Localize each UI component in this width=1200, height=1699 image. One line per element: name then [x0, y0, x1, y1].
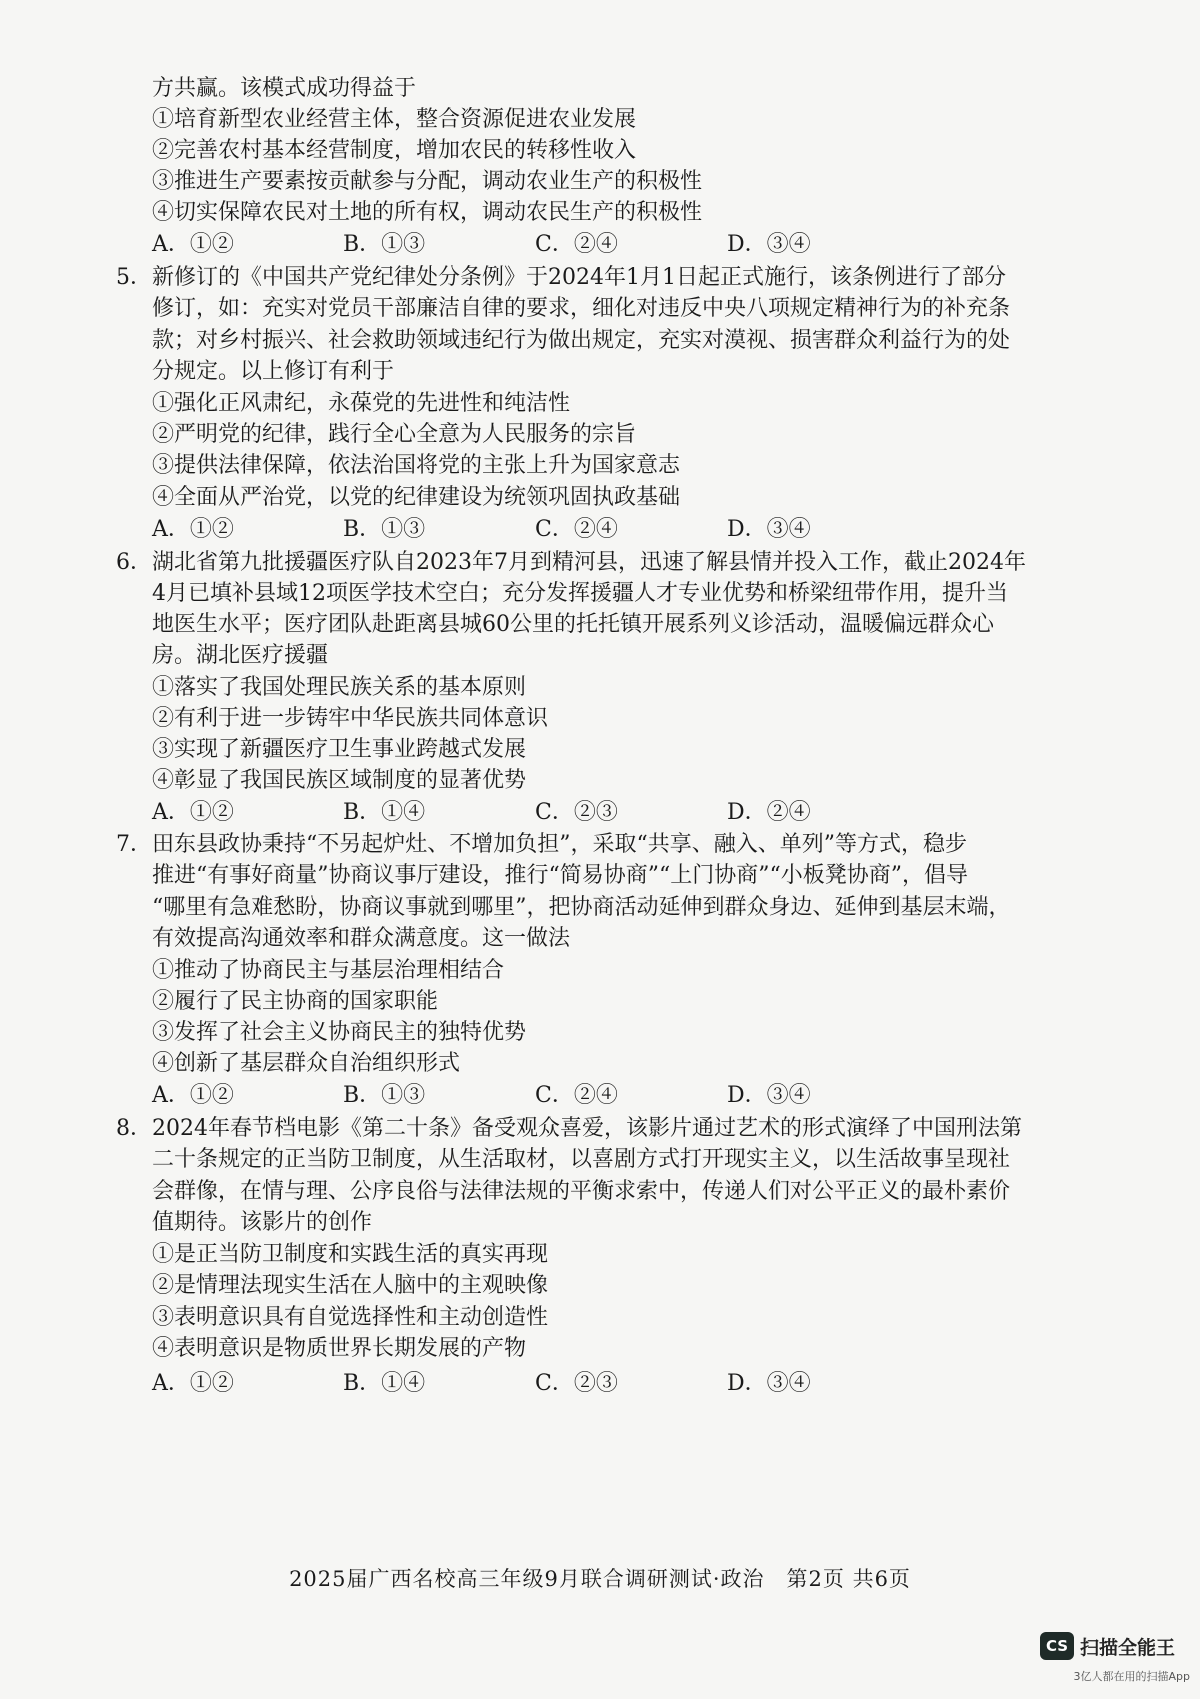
option-statement: ②有利于进一步铸牢中华民族共同体意识 — [152, 706, 549, 731]
choice-a: A．①② — [152, 517, 234, 542]
choice-c: C．②④ — [535, 232, 618, 257]
question-number: 6． — [116, 550, 152, 575]
choice-d: D．③④ — [727, 517, 811, 542]
option-statement: ②履行了民主协商的国家职能 — [152, 989, 439, 1014]
choice-b: B．①③ — [343, 232, 426, 257]
scanner-watermark — [1040, 1632, 1190, 1692]
question-number: 8． — [116, 1116, 152, 1141]
question-text-line: 修订，如：充实对党员干部廉洁自律的要求，细化对违反中央八项规定精神行为的补充条 — [152, 296, 1011, 321]
choice-b: B．①④ — [343, 1371, 426, 1396]
option-statement: ②完善农村基本经营制度，增加农民的转移性收入 — [152, 138, 637, 163]
question-text-line: 田东县政协秉持“不另起炉灶、不增加负担”，采取“共享、融入、单列”等方式，稳步 — [152, 832, 967, 857]
option-statement: ①落实了我国处理民族关系的基本原则 — [152, 675, 527, 700]
choice-a: A．①② — [152, 1371, 234, 1396]
choice-a: A．①② — [152, 1083, 234, 1108]
question-text-line: 4月已填补县域12项医学技术空白；充分发挥援疆人才专业优势和桥梁纽带作用，提升当 — [152, 581, 1008, 606]
choice-c: C．②③ — [535, 800, 618, 825]
option-statement: ④创新了基层群众自治组织形式 — [152, 1051, 461, 1076]
choice-d: D．②④ — [727, 800, 811, 825]
scanner-logo-icon: CS — [1040, 1632, 1074, 1660]
option-statement: ③表明意识具有自觉选择性和主动创造性 — [152, 1305, 549, 1330]
option-statement: ①强化正风肃纪，永葆党的先进性和纯洁性 — [152, 391, 571, 416]
option-statement: ①是正当防卫制度和实践生活的真实再现 — [152, 1242, 549, 1267]
question-text-line: 房。湖北医疗援疆 — [152, 643, 329, 668]
option-statement: ②是情理法现实生活在人脑中的主观映像 — [152, 1273, 549, 1298]
option-statement: ①推动了协商民主与基层治理相结合 — [152, 958, 505, 983]
page-footer: 2025届广西名校高三年级9月联合调研测试·政治 第2页 共6页 — [289, 1567, 911, 1591]
option-statement: ③提供法律保障，依法治国将党的主张上升为国家意志 — [152, 453, 681, 478]
question-text-line: 有效提高沟通效率和群众满意度。这一做法 — [152, 926, 571, 951]
option-statement: ④全面从严治党，以党的纪律建设为统领巩固执政基础 — [152, 485, 681, 510]
scanner-tagline: 3亿人都在用的扫描App — [1073, 1670, 1190, 1683]
option-statement: ④表明意识是物质世界长期发展的产物 — [152, 1336, 527, 1361]
question-number: 7． — [116, 832, 152, 857]
choice-d: D．③④ — [727, 232, 811, 257]
option-statement: ①培育新型农业经营主体，整合资源促进农业发展 — [152, 107, 637, 132]
option-statement: ③实现了新疆医疗卫生事业跨越式发展 — [152, 737, 527, 762]
question-number: 5． — [116, 265, 152, 290]
option-statement: ④彰显了我国民族区域制度的显著优势 — [152, 768, 527, 793]
question-text-line: 值期待。该影片的创作 — [152, 1210, 373, 1235]
question-text-line: 湖北省第九批援疆医疗队自2023年7月到精河县，迅速了解县情并投入工作，截止2024年 — [152, 550, 1026, 575]
question-text-line: 款；对乡村振兴、社会救助领域违纪行为做出规定，充实对漠视、损害群众利益行为的处 — [152, 328, 1011, 353]
question-text-line: 地医生水平；医疗团队赴距离县城60公里的托托镇开展系列义诊活动，温暖偏远群众心 — [152, 612, 994, 637]
choice-b: B．①④ — [343, 800, 426, 825]
choice-a: A．①② — [152, 800, 234, 825]
choice-c: C．②④ — [535, 517, 618, 542]
question-text-line: 新修订的《中国共产党纪律处分条例》于2024年1月1日起正式施行，该条例进行了部分 — [152, 265, 1006, 290]
question-text-line: 会群像，在情与理、公序良俗与法律法规的平衡求索中，传递人们对公平正义的最朴素价 — [152, 1179, 1011, 1204]
choice-b: B．①③ — [343, 517, 426, 542]
option-statement: ③推进生产要素按贡献参与分配，调动农业生产的积极性 — [152, 169, 703, 194]
choice-a: A．①② — [152, 232, 234, 257]
choice-c: C．②③ — [535, 1371, 618, 1396]
question-text-line: 推进“有事好商量”协商议事厅建设，推行“简易协商”“上门协商”“小板凳协商”，倡导 — [152, 863, 968, 888]
question-text-line: 2024年春节档电影《第二十条》备受观众喜爱，该影片通过艺术的形式演绎了中国刑法第 — [152, 1116, 1022, 1141]
question-text-line: 分规定。以上修订有利于 — [152, 359, 395, 384]
scanner-app-name: 扫描全能王 — [1080, 1637, 1176, 1659]
choice-d: D．③④ — [727, 1083, 811, 1108]
choice-d: D．③④ — [727, 1371, 811, 1396]
question-text-line: “哪里有急难愁盼，协商议事就到哪里”，把协商活动延伸到群众身边、延伸到基层末端， — [152, 895, 1011, 920]
option-statement: ④切实保障农民对土地的所有权，调动农民生产的积极性 — [152, 200, 703, 225]
question-text-line: 方共赢。该模式成功得益于 — [152, 76, 417, 101]
choice-b: B．①③ — [343, 1083, 426, 1108]
question-text-line: 二十条规定的正当防卫制度，从生活取材，以喜剧方式打开现实主义，以生活故事呈现社 — [152, 1147, 1011, 1172]
option-statement: ③发挥了社会主义协商民主的独特优势 — [152, 1020, 527, 1045]
option-statement: ②严明党的纪律，践行全心全意为人民服务的宗旨 — [152, 422, 637, 447]
choice-c: C．②④ — [535, 1083, 618, 1108]
